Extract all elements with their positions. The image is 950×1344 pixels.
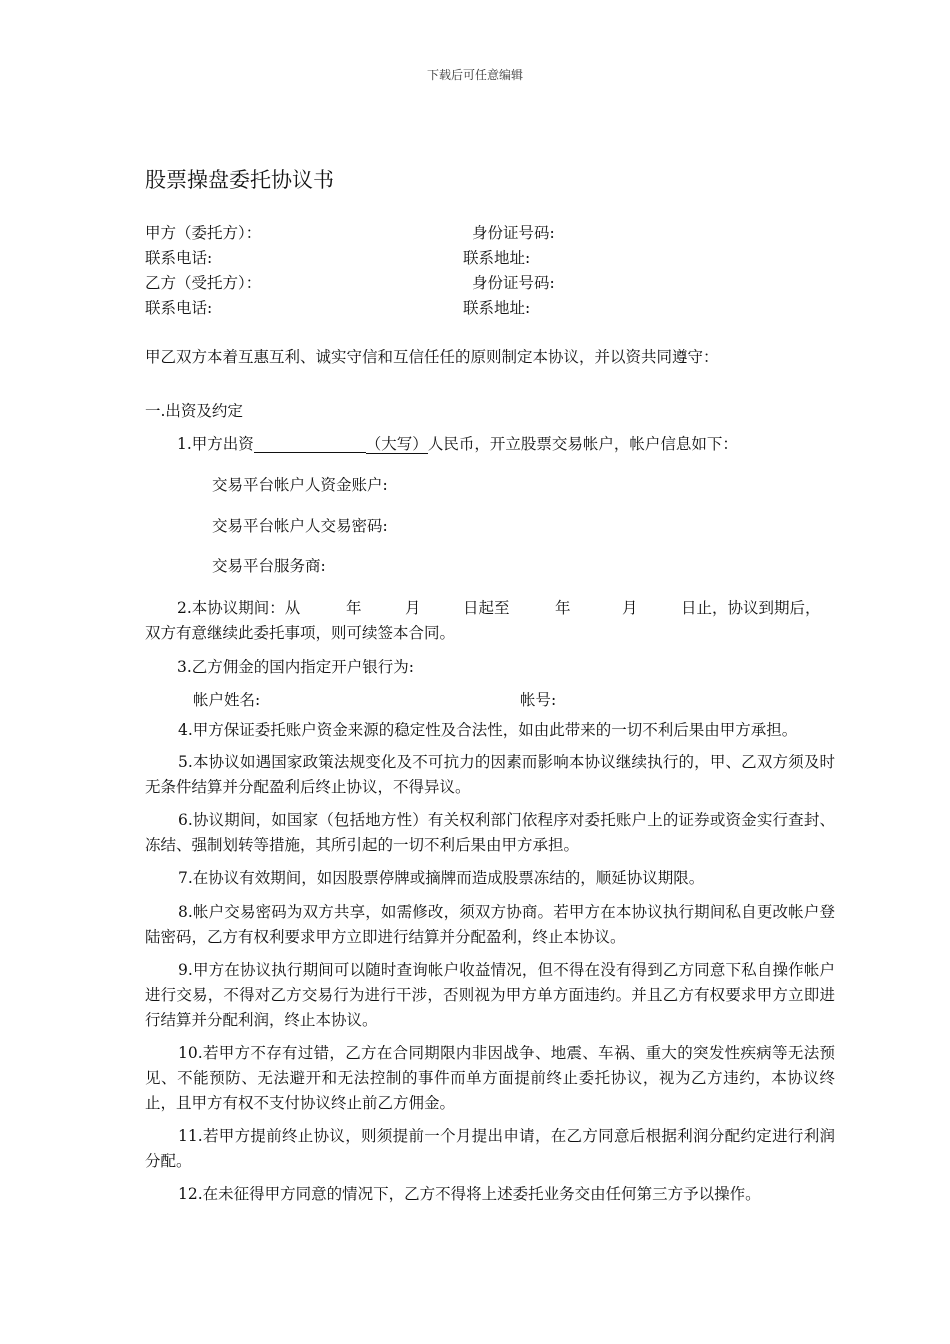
account-name-label: 帐户姓名:: [193, 691, 261, 709]
party-b-phone-label: 联系电话:: [145, 299, 213, 317]
party-b-id-label: 身份证号码:: [472, 274, 555, 292]
amount-blank: [254, 435, 366, 453]
party-a-phone-label: 联系电话:: [145, 249, 213, 267]
section-1-heading: 一.出资及约定: [145, 402, 243, 420]
clause-1-suffix: 人民币，开立股票交易帐户，帐户信息如下：: [427, 435, 738, 453]
account-fund-label: 交易平台帐户人资金账户:: [212, 476, 388, 494]
party-a-address-label: 联系地址:: [463, 249, 531, 267]
clause-2-year-1: 年: [346, 599, 362, 617]
clause-7: 7.在协议有效期间，如因股票停牌或摘牌而造成股票冻结的，顺延协议期限。: [178, 869, 705, 887]
clause-8: 8.帐户交易密码为双方共享，如需修改，须双方协商。若甲方在本协议执行期间私自更改帐户登陆密码，乙方有权利要求甲方立即进行结算并分配盈利，终止本协议。: [145, 903, 835, 946]
document-title: 股票操盘委托协议书: [145, 168, 334, 192]
party-b-address-label: 联系地址:: [463, 299, 531, 317]
clause-11: 11.若甲方提前终止协议，则须提前一个月提出申请，在乙方同意后根据利润分配约定进行利润分配。: [145, 1127, 835, 1170]
clause-6: 6.协议期间，如国家（包括地方性）有关权利部门依程序对委托账户上的证券或资金实行查封、冻结、强制划转等措施，其所引起的一切不利后果由甲方承担。: [145, 811, 835, 854]
party-a-label: 甲方（委托方）：: [145, 224, 262, 242]
clause-9: 9.甲方在协议执行期间可以随时查询帐户收益情况，但不得在没有得到乙方同意下私自操作帐户进行交易，不得对乙方交易行为进行干涉，否则视为甲方单方面违约。并且乙方有权要求甲方立即进行结算并分配利润，终止本协议。: [145, 961, 835, 1029]
clause-5: 5.本协议如遇国家政策法规变化及不可抗力的因素而影响本协议继续执行的，甲、乙双方须及时无条件结算并分配盈利后终止协议，不得异议。: [145, 753, 835, 796]
clause-2-from: 2.本协议期间：从: [177, 599, 301, 617]
party-b-label: 乙方（受托方）：: [145, 274, 262, 292]
clause-3: 3.乙方佣金的国内指定开户银行为:: [177, 658, 415, 676]
clause-2-day-end: 日止，协议到期后，: [681, 599, 821, 617]
account-password-label: 交易平台帐户人交易密码:: [212, 517, 388, 535]
party-a-id-label: 身份证号码:: [472, 224, 555, 242]
daxie-label: （大写）: [365, 435, 428, 453]
intro-paragraph: 甲乙双方本着互惠互利、诚实守信和互信任任的原则制定本协议，并以资共同遵守：: [145, 348, 719, 366]
clause-2-year-2: 年: [555, 599, 571, 617]
clause-2-day-to: 日起至: [463, 599, 510, 617]
clause-4: 4.甲方保证委托账户资金来源的稳定性及合法性，如由此带来的一切不利后果由甲方承担。: [178, 721, 798, 739]
page-header: 下载后可任意编辑: [426, 68, 523, 82]
clause-10: 10.若甲方不存有过错，乙方在合同期限内非因战争、地震、车祸、重大的突发性疾病等无法预见、不能预防、无法避开和无法控制的事件而单方面提前终止委托协议，视为乙方违约，本协议终止，且甲方有权不支付协议终止前乙方佣金。: [145, 1044, 835, 1112]
account-number-label: 帐号:: [520, 691, 557, 709]
clause-2-line-2: 双方有意继续此委托事项，则可续签本合同。: [145, 624, 456, 642]
clause-2-month-1: 月: [405, 599, 421, 617]
clause-12: 12.在未征得甲方同意的情况下，乙方不得将上述委托业务交由任何第三方予以操作。: [178, 1185, 761, 1203]
clause-1: [177, 432, 738, 454]
account-provider-label: 交易平台服务商:: [212, 557, 326, 575]
clause-1-prefix: 1.甲方出资: [177, 435, 254, 453]
clause-2-month-2: 月: [622, 599, 638, 617]
